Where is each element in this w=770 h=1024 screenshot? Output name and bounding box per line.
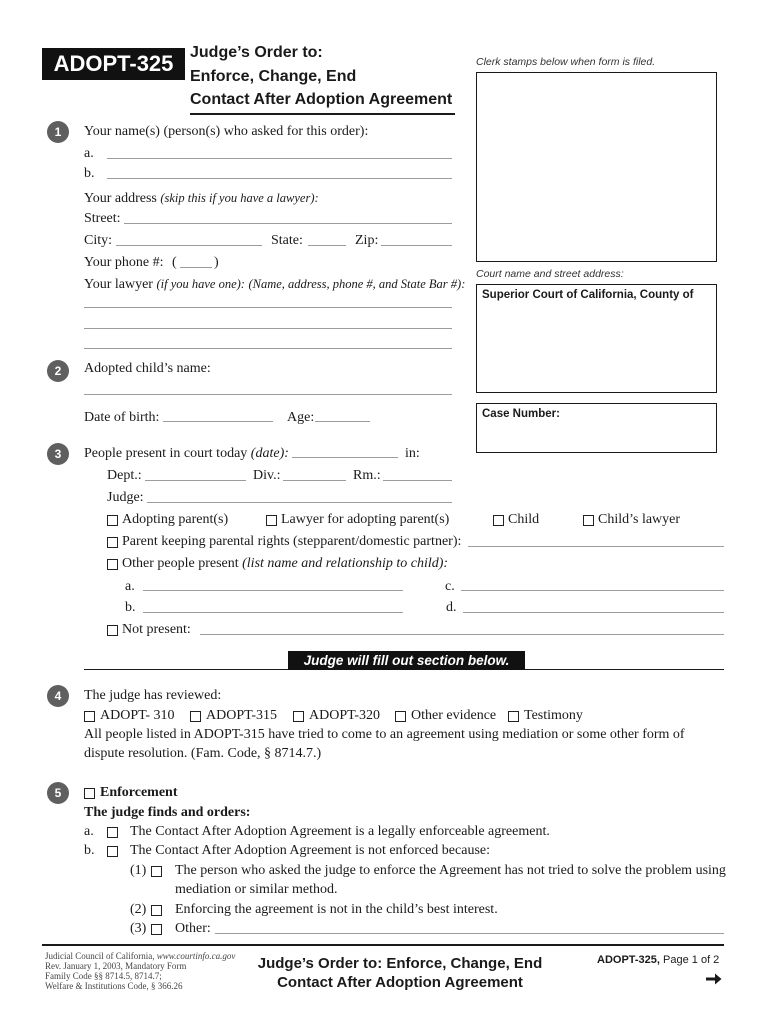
checkbox-finding-b[interactable]	[107, 846, 118, 857]
name-a-marker: a.	[84, 146, 94, 161]
other-b-marker: b.	[125, 600, 136, 615]
zip-label: Zip:	[355, 233, 379, 248]
street-field[interactable]	[124, 223, 452, 224]
form-title-line-1: Judge’s Order to:	[190, 44, 323, 61]
footer-code-1: Family Code §§ 8714.5, 8714.7;	[45, 971, 162, 981]
lawyer-note: (if you have one):	[156, 277, 245, 291]
phone-label: Your phone #:	[84, 255, 164, 270]
checkbox-adopt-310[interactable]	[84, 711, 95, 722]
lawyer-heading	[84, 276, 465, 293]
other-c-field[interactable]	[461, 590, 724, 591]
case-number-label: Case Number:	[482, 408, 560, 420]
checkbox-parent-keeping-rights[interactable]	[107, 537, 118, 548]
judge-section-banner: Judge will fill out section below.	[288, 651, 525, 670]
enforcement-label: Enforcement	[100, 785, 178, 800]
checkbox-reason-1[interactable]	[151, 866, 162, 877]
city-field[interactable]	[116, 245, 262, 246]
checkbox-reason-2[interactable]	[151, 905, 162, 916]
age-label: Age:	[287, 410, 315, 425]
checkbox-reason-3[interactable]	[151, 924, 162, 935]
hearing-date-field[interactable]	[292, 457, 398, 458]
judge-finds-label: The judge finds and orders:	[84, 805, 251, 820]
checkbox-lawyer-adopting-parents[interactable]	[266, 515, 277, 526]
case-number-field[interactable]	[476, 403, 717, 453]
section-4-badge: 4	[47, 685, 69, 707]
adopt-320-label: ADOPT-320	[309, 708, 381, 723]
court-name-heading: Superior Court of California, County of	[482, 289, 694, 301]
finding-a-text: The Contact After Adoption Agreement is a legally enforceable agreement.	[130, 824, 550, 839]
people-present-heading	[84, 446, 289, 462]
footer-revision: Rev. January 1, 2003, Mandatory Form	[45, 961, 187, 971]
street-label: Street:	[84, 211, 121, 226]
state-label: State:	[271, 233, 303, 248]
form-title-line-2: Enforce, Change, End	[190, 68, 357, 85]
other-c-marker: c.	[445, 579, 455, 594]
clerk-stamp-label: Clerk stamps below when form is filed.	[476, 56, 656, 68]
footer-rule	[42, 944, 724, 946]
checkbox-adopt-320[interactable]	[293, 711, 304, 722]
checkbox-enforcement[interactable]	[84, 788, 95, 799]
age-field[interactable]	[315, 421, 370, 422]
title-underline	[190, 113, 455, 115]
footer-council-line	[45, 951, 235, 961]
in-label: in:	[405, 446, 420, 461]
mediation-statement-line-1: All people listed in ADOPT-315 have tried to come to an agreement using mediation or some other form of	[84, 727, 685, 742]
date-note: (date):	[250, 446, 289, 461]
not-present-field[interactable]	[200, 634, 724, 635]
reason-1-text-line-2: mediation or similar method.	[175, 882, 338, 897]
reason-2-text: Enforcing the agreement is not in the child’s best interest.	[175, 902, 498, 917]
lawyer-label: Your lawyer	[84, 277, 153, 292]
address-note: (skip this if you have a lawyer):	[160, 191, 319, 205]
other-a-field[interactable]	[143, 590, 403, 591]
phone-area-code-field[interactable]	[180, 267, 212, 268]
arrow-right-icon[interactable]	[706, 973, 722, 985]
lawyer-field-line-3[interactable]	[84, 348, 452, 349]
other-d-field[interactable]	[463, 612, 724, 613]
judge-label: Judge:	[107, 490, 144, 505]
zip-field[interactable]	[381, 245, 452, 246]
reason-3-other-field[interactable]	[215, 933, 724, 934]
footer-council: Judicial Council of California,	[45, 951, 155, 961]
div-label: Div.:	[253, 468, 281, 483]
reason-1-marker: (1)	[130, 863, 147, 878]
finding-b-text: The Contact After Adoption Agreement is not enforced because:	[130, 843, 491, 858]
section-1-badge: 1	[47, 121, 69, 143]
footer-page-number: Page 1 of 2	[663, 954, 720, 966]
childs-lawyer-label: Child’s lawyer	[598, 512, 681, 527]
state-field[interactable]	[308, 245, 346, 246]
footer-title-line-1: Judge’s Order to: Enforce, Change, End	[257, 955, 543, 972]
adopting-parents-label: Adopting parent(s)	[122, 512, 229, 527]
lawyer-field-line-2[interactable]	[84, 328, 452, 329]
footer-page-info	[597, 953, 719, 967]
clerk-stamp-box	[476, 72, 717, 262]
address-heading	[84, 190, 319, 207]
dept-field[interactable]	[145, 480, 246, 481]
form-number-badge: ADOPT-325	[42, 48, 185, 80]
section-5-badge: 5	[47, 782, 69, 804]
court-name-field[interactable]	[476, 284, 717, 393]
other-people-label: Other people present	[122, 556, 239, 571]
your-names-label: Your name(s) (person(s) who asked for this order):	[84, 124, 369, 139]
adopt-315-label: ADOPT-315	[206, 708, 278, 723]
judge-field[interactable]	[147, 502, 452, 503]
footer-url-link[interactable]: www.courtinfo.ca.gov	[156, 951, 236, 961]
city-label: City:	[84, 233, 113, 248]
lawyer-details-note: (Name, address, phone #, and State Bar #):	[248, 277, 466, 291]
checkbox-adopt-315[interactable]	[190, 711, 201, 722]
other-people-heading	[122, 556, 448, 572]
checkbox-finding-a[interactable]	[107, 827, 118, 838]
finding-b-marker: b.	[84, 843, 95, 858]
lawyer-adopting-parents-label: Lawyer for adopting parent(s)	[281, 512, 450, 527]
testimony-label: Testimony	[524, 708, 583, 723]
name-b-field[interactable]	[107, 178, 452, 179]
lawyer-field-line-1[interactable]	[84, 307, 452, 308]
child-name-label: Adopted child’s name:	[84, 361, 211, 376]
phone-area-close: )	[214, 255, 219, 270]
child-name-field[interactable]	[84, 394, 452, 395]
checkbox-other-evidence[interactable]	[395, 711, 406, 722]
footer-title-line-2: Contact After Adoption Agreement	[277, 974, 523, 991]
section-3-badge: 3	[47, 443, 69, 465]
checkbox-not-present[interactable]	[107, 625, 118, 636]
mediation-statement-line-2: dispute resolution. (Fam. Code, § 8714.7.)	[84, 746, 322, 761]
parent-keeping-rights-field[interactable]	[468, 546, 724, 547]
section-2-badge: 2	[47, 360, 69, 382]
court-address-label: Court name and street address:	[476, 268, 624, 280]
judge-reviewed-label: The judge has reviewed:	[84, 688, 222, 703]
checkbox-childs-lawyer[interactable]	[583, 515, 594, 526]
form-title-line-3: Contact After Adoption Agreement	[190, 91, 453, 108]
reason-3-marker: (3)	[130, 921, 147, 936]
div-field[interactable]	[283, 480, 346, 481]
other-evidence-label: Other evidence	[411, 708, 497, 723]
people-present-label: People present in court today	[84, 446, 248, 461]
rm-field[interactable]	[383, 480, 452, 481]
other-d-marker: d.	[446, 600, 457, 615]
checkbox-testimony[interactable]	[508, 711, 519, 722]
reason-2-marker: (2)	[130, 902, 147, 917]
name-a-field[interactable]	[107, 158, 452, 159]
address-label: Your address	[84, 191, 157, 206]
footer-form-id: ADOPT-325,	[597, 954, 660, 966]
dob-field[interactable]	[163, 421, 273, 422]
not-present-label: Not present:	[122, 622, 191, 637]
footer-code-2: Welfare & Institutions Code, § 366.26	[45, 981, 183, 991]
reason-1-text-line-1: The person who asked the judge to enforce the Agreement has not tried to solve the problem using	[175, 863, 726, 878]
checkbox-other-people[interactable]	[107, 559, 118, 570]
other-b-field[interactable]	[143, 612, 403, 613]
dob-label: Date of birth:	[84, 410, 160, 425]
rm-label: Rm.:	[353, 468, 381, 483]
parent-keeping-rights-label: Parent keeping parental rights (stepparent/domestic partner):	[122, 534, 462, 549]
checkbox-child[interactable]	[493, 515, 504, 526]
name-b-marker: b.	[84, 166, 95, 181]
child-label: Child	[508, 512, 540, 527]
finding-a-marker: a.	[84, 824, 94, 839]
phone-area-open: (	[172, 255, 177, 270]
checkbox-adopting-parents[interactable]	[107, 515, 118, 526]
adopt-310-label: ADOPT- 310	[100, 708, 175, 723]
other-people-note: (list name and relationship to child):	[242, 556, 449, 571]
dept-label: Dept.:	[107, 468, 142, 483]
reason-3-text: Other:	[175, 921, 211, 936]
other-a-marker: a.	[125, 579, 135, 594]
